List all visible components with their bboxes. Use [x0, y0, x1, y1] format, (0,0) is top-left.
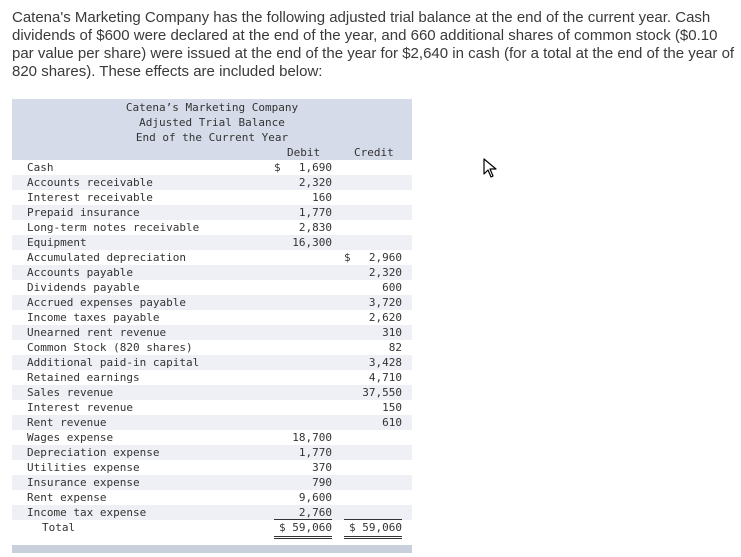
- credit-amount: [344, 340, 402, 355]
- debit-value: 16,300: [292, 236, 332, 249]
- report-period: End of the Current Year: [135, 131, 289, 144]
- table-row: [12, 265, 412, 280]
- debit-amount: [274, 460, 332, 475]
- total-credit: $ 59,060: [344, 520, 402, 539]
- table-row: [12, 415, 412, 430]
- credit-value: 150: [382, 401, 402, 414]
- table-row: [12, 475, 412, 490]
- debit-value: 1,770: [298, 206, 332, 219]
- credit-amount: [344, 385, 402, 400]
- debit-value: 790: [312, 476, 332, 489]
- credit-value: 2,320: [368, 266, 402, 279]
- debit-value: 9,600: [298, 491, 332, 504]
- report-title: Adjusted Trial Balance: [139, 116, 285, 129]
- table-row: [12, 445, 412, 460]
- credit-amount: [344, 355, 402, 370]
- account-name: Additional paid-in capital: [27, 356, 200, 369]
- table-bottom-bar: [12, 545, 412, 553]
- table-row: [12, 295, 412, 310]
- debit-amount: [274, 160, 332, 175]
- credit-value: 4,710: [368, 371, 402, 384]
- table-row: [12, 355, 412, 370]
- credit-amount: [344, 265, 402, 280]
- table-row: [12, 160, 412, 175]
- credit-value: 3,720: [368, 296, 402, 309]
- credit-column-header: Credit: [354, 146, 394, 159]
- account-name: Sales revenue: [27, 386, 114, 399]
- account-name: Accumulated depreciation: [27, 251, 186, 264]
- total-label: Total: [42, 521, 76, 534]
- account-rows: [12, 160, 412, 536]
- debit-value: 160: [312, 191, 332, 204]
- credit-amount: [344, 415, 402, 430]
- table-row: [12, 340, 412, 355]
- total-debit: $ 59,060: [274, 520, 332, 539]
- table-row: [12, 310, 412, 325]
- debit-amount: [274, 190, 332, 205]
- debit-amount: [274, 430, 332, 445]
- account-name: Common Stock (820 shares): [27, 341, 193, 354]
- account-name: Income tax expense: [27, 506, 147, 519]
- debit-amount: [274, 475, 332, 490]
- mouse-cursor-icon: [483, 158, 499, 178]
- account-name: Interest revenue: [27, 401, 133, 414]
- table-row: [12, 400, 412, 415]
- debit-dollar-sign: $: [274, 161, 281, 174]
- credit-value: 2,620: [368, 311, 402, 324]
- table-row: [12, 460, 412, 475]
- company-name: Catena’s Marketing Company: [125, 101, 299, 114]
- debit-column-header: Debit: [287, 146, 321, 159]
- credit-amount: [344, 505, 402, 520]
- account-name: Insurance expense: [27, 476, 140, 489]
- account-name: Equipment: [27, 236, 87, 249]
- debit-value: 1,690: [298, 161, 332, 174]
- table-row: [12, 250, 412, 265]
- credit-amount: [344, 310, 402, 325]
- debit-amount: [274, 505, 332, 520]
- credit-amount: [344, 325, 402, 340]
- account-name: Unearned rent revenue: [27, 326, 167, 339]
- credit-dollar-sign: $: [344, 251, 351, 264]
- credit-amount: [344, 400, 402, 415]
- debit-value: 370: [312, 461, 332, 474]
- debit-value: 1,770: [298, 446, 332, 459]
- account-name: Rent expense: [27, 491, 107, 504]
- account-name: Cash: [27, 161, 54, 174]
- account-name: Prepaid insurance: [27, 206, 140, 219]
- account-name: Long-term notes receivable: [27, 221, 200, 234]
- credit-value: 610: [382, 416, 402, 429]
- table-row: [12, 205, 412, 220]
- account-name: Dividends payable: [27, 281, 140, 294]
- debit-amount: [274, 235, 332, 250]
- account-name: Income taxes payable: [27, 311, 160, 324]
- credit-value: 310: [382, 326, 402, 339]
- credit-amount: [344, 295, 402, 310]
- problem-statement: Catena's Marketing Company has the following adjusted trial balance at the end of the current year. Cash dividends of $600 were declared at the end of the year, and 660 additional shares of common stock ($0.10 par value per share) were issued at the end of the year for $2,640 in cash (for a total at the end of the year of 820 shares). These effects are included below:: [12, 9, 735, 80]
- account-name: Accounts payable: [27, 266, 133, 279]
- debit-value: 2,320: [298, 176, 332, 189]
- account-name: Depreciation expense: [27, 446, 160, 459]
- credit-value: 3,428: [368, 356, 402, 369]
- debit-amount: [274, 490, 332, 505]
- table-row: [12, 430, 412, 445]
- account-name: Accrued expenses payable: [27, 296, 186, 309]
- debit-value: 2,760: [298, 506, 332, 519]
- table-header: [12, 99, 412, 160]
- table-row: [12, 175, 412, 190]
- total-row: [12, 520, 412, 536]
- credit-amount: [344, 370, 402, 385]
- table-row: [12, 280, 412, 295]
- table-row: [12, 190, 412, 205]
- table-row: [12, 235, 412, 250]
- table-row: [12, 490, 412, 505]
- account-name: Retained earnings: [27, 371, 140, 384]
- account-name: Interest receivable: [27, 191, 153, 204]
- table-row: [12, 370, 412, 385]
- credit-value: 2,960: [368, 251, 402, 264]
- debit-amount: [274, 445, 332, 460]
- table-row: [12, 385, 412, 400]
- debit-value: 18,700: [292, 431, 332, 444]
- credit-value: 600: [382, 281, 402, 294]
- debit-amount: [274, 175, 332, 190]
- account-name: Rent revenue: [27, 416, 107, 429]
- debit-value: 2,830: [298, 221, 332, 234]
- credit-amount: [344, 280, 402, 295]
- debit-amount: [274, 220, 332, 235]
- table-row: [12, 505, 412, 520]
- account-name: Utilities expense: [27, 461, 140, 474]
- credit-value: 37,550: [362, 386, 402, 399]
- account-name: Wages expense: [27, 431, 114, 444]
- debit-amount: [274, 205, 332, 220]
- credit-value: 82: [388, 341, 402, 354]
- table-row: [12, 325, 412, 340]
- table-row: [12, 220, 412, 235]
- account-name: Accounts receivable: [27, 176, 153, 189]
- trial-balance-table: [12, 99, 412, 553]
- credit-amount: [344, 250, 402, 265]
